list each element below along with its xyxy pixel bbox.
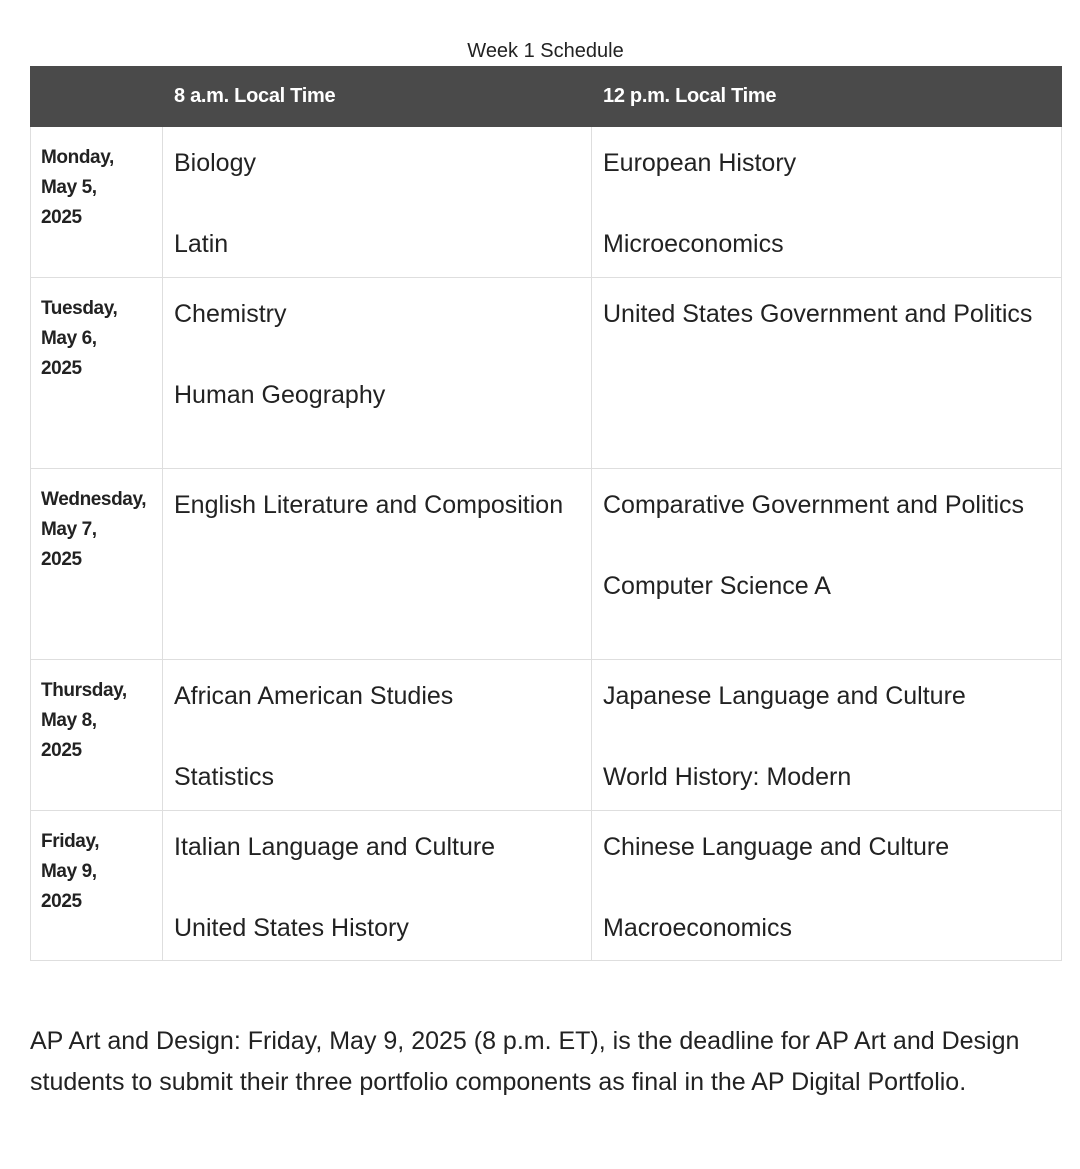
exam-cell-8am [163,811,592,961]
day-name: Tuesday, [41,298,118,319]
exam-cell-8am [163,278,592,469]
exam-cell-8am [163,469,592,660]
day-name: Monday, [41,147,114,168]
schedule-table [30,66,1062,961]
exam-name: Chemistry [174,300,287,328]
exam-name: United States History [174,913,409,942]
day-date: May 5, [41,177,97,198]
day-cell [31,127,163,278]
day-cell [31,469,163,660]
header-8am: 8 a.m. Local Time [163,67,592,127]
day-year: 2025 [41,891,82,912]
header-row [31,67,1062,127]
header-12pm: 12 p.m. Local Time [592,67,1062,127]
exam-cell-12pm [592,127,1062,278]
exam-cell-12pm [592,660,1062,811]
day-year: 2025 [41,358,82,379]
exam-cell-8am [163,127,592,278]
exam-name: Macroeconomics [603,913,792,942]
exam-name: Computer Science A [603,571,831,600]
exam-cell-12pm [592,811,1062,961]
exam-cell-12pm [592,278,1062,469]
day-year: 2025 [41,207,82,228]
exam-cell-12pm [592,469,1062,660]
day-cell [31,278,163,469]
exam-name: Comparative Government and Politics [603,491,1025,519]
table-row [31,278,1062,469]
header-day [31,67,163,127]
table-row [31,811,1062,961]
day-date: May 7, [41,519,97,540]
exam-name: Japanese Language and Culture [603,682,966,710]
exam-name: European History [603,149,797,177]
exam-name: Italian Language and Culture [174,833,496,861]
day-name: Wednesday, [41,489,147,510]
day-name: Thursday, [41,680,127,701]
table-row [31,127,1062,278]
exam-name: Statistics [174,762,275,791]
day-year: 2025 [41,549,82,570]
table-row [31,469,1062,660]
day-cell [31,660,163,811]
day-year: 2025 [41,740,82,761]
day-name: Friday, [41,831,100,852]
exam-name: Chinese Language and Culture [603,833,950,861]
table-row [31,660,1062,811]
day-date: May 6, [41,328,97,349]
day-date: May 9, [41,861,97,882]
art-design-deadline-note: AP Art and Design: Friday, May 9, 2025 (8 p.m. ET), is the deadline for AP Art and Design students to submit their three portfolio components as final in the AP Digital Portfolio. [30,1027,1020,1096]
exam-name: African American Studies [174,682,454,710]
exam-name: Human Geography [174,380,386,409]
exam-name: Latin [174,229,229,258]
exam-name: Biology [174,149,256,177]
day-date: May 8, [41,710,97,731]
exam-cell-8am [163,660,592,811]
exam-name: World History: Modern [603,762,852,791]
day-cell [31,811,163,961]
exam-name: United States Government and Politics [603,300,1033,328]
table-caption: Week 1 Schedule [467,40,624,62]
exam-name: English Literature and Composition [174,491,564,519]
exam-name: Microeconomics [603,229,784,258]
